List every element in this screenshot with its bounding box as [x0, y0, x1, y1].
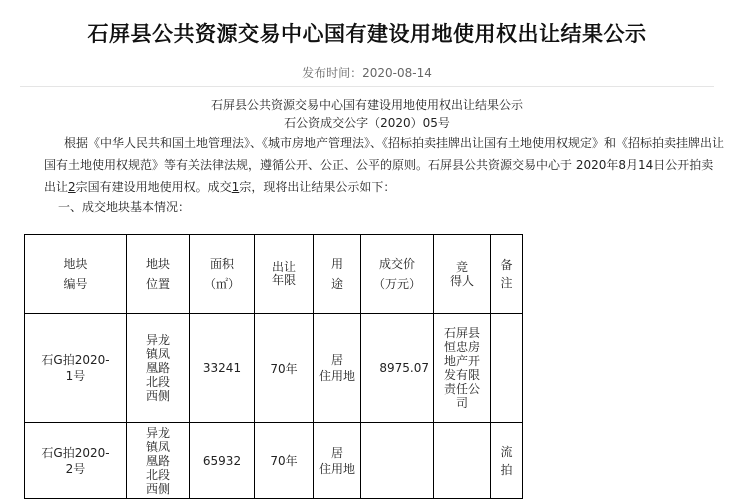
cell-area: 65932: [190, 423, 255, 499]
cell-remark: [491, 314, 523, 423]
cell-use: 居 住用地: [314, 314, 361, 423]
document-number: 石公资成交公字（2020）05号: [284, 116, 450, 130]
cell-location: 异龙镇凤凰路北段西侧: [127, 423, 190, 499]
header-term: 出让 年限: [255, 235, 314, 314]
cell-price: 8975.07: [361, 314, 434, 423]
page-title: 石屏县公共资源交易中心国有建设用地使用权出让结果公示: [87, 22, 647, 46]
offered-count: 2: [68, 180, 76, 194]
deal-count: 1: [231, 180, 240, 194]
header-location: 地块 位置: [127, 235, 190, 314]
table-header-row: [25, 235, 523, 314]
cell-term: 70年: [255, 423, 314, 499]
cell-remark: 流拍: [491, 423, 523, 499]
header-area: 面积 （㎡）: [190, 235, 255, 314]
cell-plot-no: 石G拍2020- 2号: [25, 423, 127, 499]
cell-plot-no: 石G拍2020- 1号: [25, 314, 127, 423]
divider: [20, 86, 714, 87]
header-plot-no: 地块 编号: [25, 235, 127, 314]
header-winner: 竞 得人: [434, 235, 491, 314]
header-use: 用 途: [314, 235, 361, 314]
header-remark: 备 注: [491, 235, 523, 314]
paragraph-text-c: 宗，现将出让结果公示如下：: [239, 180, 396, 194]
cell-winner: [434, 423, 491, 499]
announcement-paragraph: [44, 132, 724, 198]
table-row: [25, 423, 523, 499]
cell-use: 居 住用地: [314, 423, 361, 499]
table-row: [25, 314, 523, 423]
results-table: [24, 234, 523, 499]
cell-location: 异龙镇凤凰路北段西侧: [127, 314, 190, 423]
document-subtitle: 石屏县公共资源交易中心国有建设用地使用权出让结果公示: [210, 98, 523, 112]
header-price: 成交价 （万元）: [361, 235, 434, 314]
section-heading: 一、成交地块基本情况：: [58, 200, 191, 214]
cell-price: [361, 423, 434, 499]
publish-date: 发布时间：2020-08-14: [302, 66, 432, 80]
paragraph-text-b: 宗国有建设用地使用权。成交: [75, 180, 232, 194]
cell-area: 33241: [190, 314, 255, 423]
paragraph-text-a: 根据《中华人民共和国土地管理法》、《城市房地产管理法》、《招标拍卖挂牌出让国有土地使用权规定》和《招标拍卖挂牌出让国有土地使用权规范》等有关法律法规，遵循公开、公正、公平的原则。石屏县公共资源交易中心于 2020年8月14日公开拍卖出让: [44, 136, 725, 194]
cell-winner: 石屏县恒忠房地产开发有限责任公司: [434, 314, 491, 423]
cell-term: 70年: [255, 314, 314, 423]
